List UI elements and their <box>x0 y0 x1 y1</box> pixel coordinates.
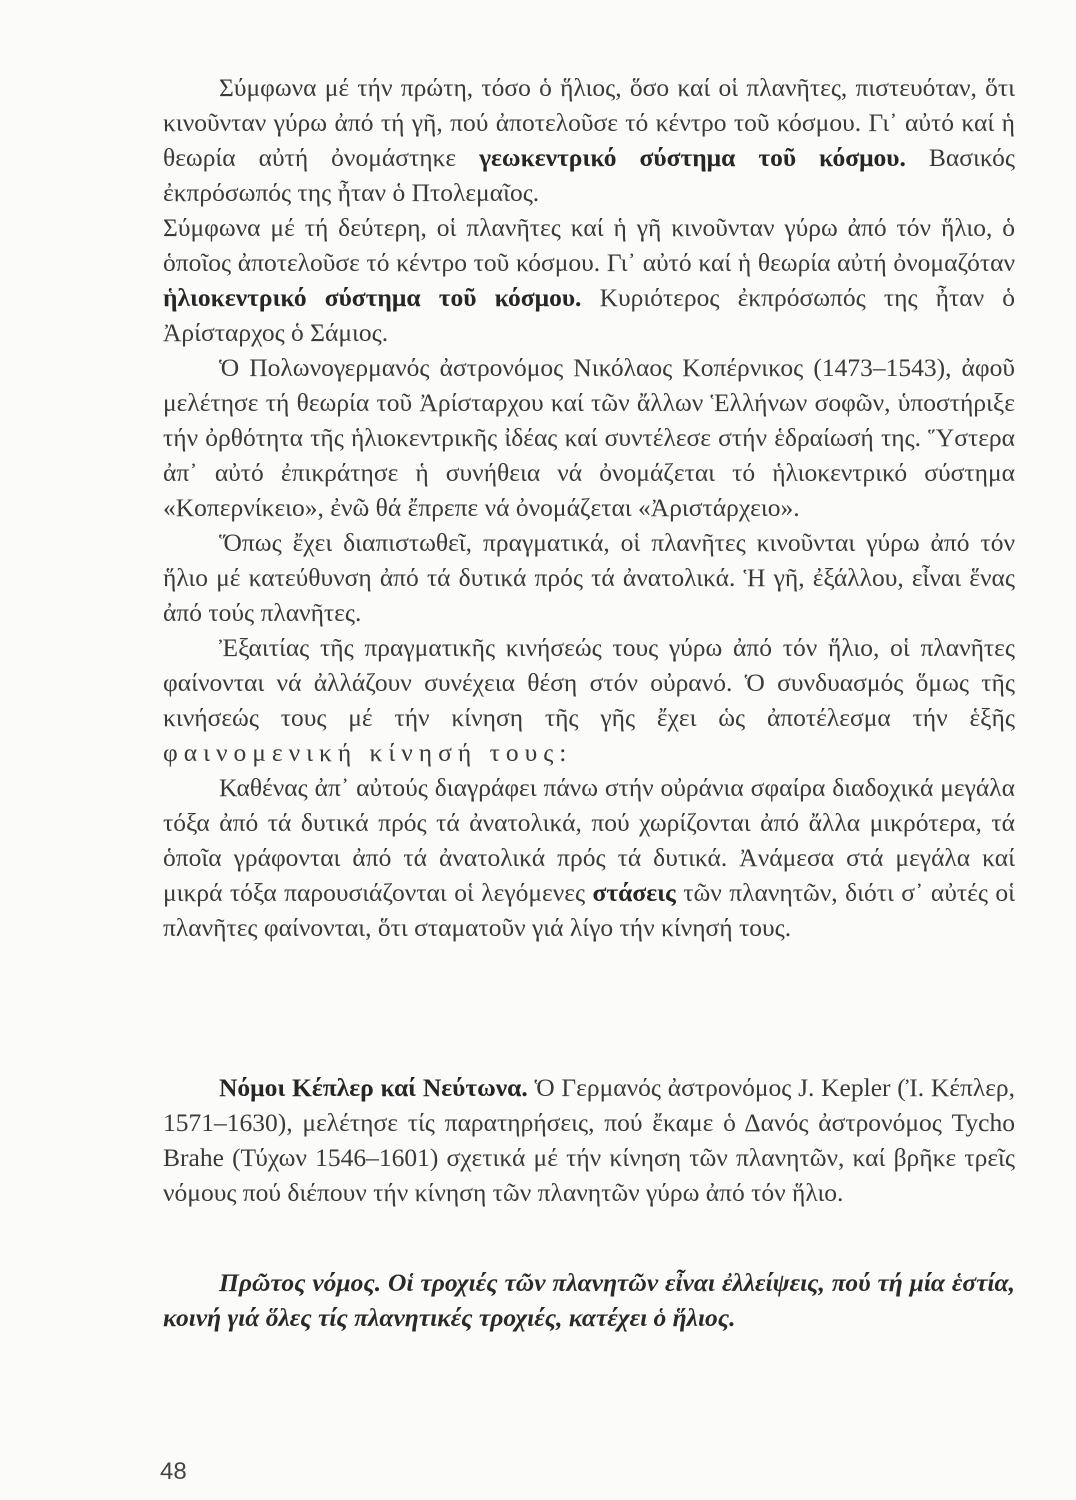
paragraph-kepler-newton <box>163 1070 1015 1210</box>
text-run: τῶν πλανητῶν, διότι σ᾿ αὐτές οἱ πλανῆτες φαίνονται, ὅτι σταματοῦν γιά λίγο τήν κίνησή τους. <box>163 878 1016 942</box>
text-run: Ἐξαιτίας τῆς πραγματικῆς κινήσεώς τους γύρω ἀπό τόν ἥλιο, οἱ πλανῆτες φαίνονται νά ἀλλάζουν συνέχεια θέση στόν οὐρανό. Ὁ συνδυασμός ὅμως τῆς κινήσεώς τους μέ τήν κίνηση τῆς γῆς ἔχει ὡς ἀποτέλεσμα τήν ἑξῆς <box>163 633 1015 732</box>
term-geocentric: γεωκεντρικό σύστημα τοῦ κόσμου. <box>479 143 906 172</box>
text-run: Σύμφωνα μέ τήν πρώτη, τόσο ὁ ἥλιος, ὅσο καί οἱ πλανῆτες, πιστευόταν, ὅτι κινοῦνταν γύρω ἀπό τή γῆ, πού ἀποτελοῦσε τό κέντρο τοῦ κόσμου. Γι᾿ αὐτό καί ἡ θεωρία αὐτή ὀνομάστηκε <box>163 73 1015 172</box>
term-stations: στάσεις <box>592 878 676 907</box>
paragraph-arcs <box>163 770 1015 945</box>
section-heading-kepler-newton: Νόμοι Κέπλερ καί Νεύτωνα. <box>219 1073 528 1102</box>
text-run: Οἱ τροχιές τῶν πλανητῶν εἶναι ἐλλείψεις, πού τή μία ἑστία, κοινή γιά ὅλες τίς πλανητικές τροχιές, κατέχει ὁ ἥλιος. <box>163 1268 1015 1332</box>
text-block-main <box>163 70 1015 945</box>
text-run: Σύμφωνα μέ τή δεύτερη, οἱ πλανῆτες καί ἡ γῆ κινοῦνταν γύρω ἀπό τόν ἥλιο, ὁ ὁποῖος ἀποτελοῦσε τό κέντρο τοῦ κόσμου. Γι᾿ αὐτό καί ἡ θεωρία αὐτή ὀνομαζόταν <box>163 213 1015 277</box>
text-run: Καθένας ἀπ᾿ αὐτούς διαγράφει πάνω στήν οὐράνια σφαίρα διαδοχικά μεγάλα τόξα ἀπό τά δυτικά πρός τά ἀνατολικά, πού χωρίζονται ἀπό ἄλλα μικρότερα, τά ὁποῖα γράφονται ἀπό τά ἀνατολικά πρός τά δυτικά. Ἀνάμεσα στά μεγάλα καί μικρά τόξα παρουσιάζονται οἱ λεγόμενες <box>163 773 1015 907</box>
paragraph-copernicus: Ὁ Πολωνογερμανός ἀστρονόμος Νικόλαος Κοπέρνικος (1473–1543), ἀφοῦ μελέτησε τή θεωρία τοῦ Ἀρίσταρχου καί τῶν ἄλλων Ἑλλήνων σοφῶν, ὑποστήριξε τήν ὀρθότητα τῆς ἡλιοκεντρικῆς ἰδέας καί συντέλεσε στήν ἑδραίωσή της. Ὕστερα ἀπ᾿ αὐτό ἐπικράτησε ἡ συνήθεια νά ὀνομάζεται τό ἡλιοκεντρικό σύστημα «Κοπερνίκειο», ἐνῶ θά ἔπρεπε νά ὀνομάζεται «Ἀριστάρχειο». <box>163 353 1015 522</box>
paragraph-apparent-motion <box>163 630 1015 770</box>
text-run: Ὁ Γερμανός ἀστρονόμος J. Kepler (Ἰ. Κέπλερ, 1571–1630), μελέτησε τίς παρατηρήσεις, πού ἔκαμε ὁ Δανός ἀστρονόμος Tycho Brahe (Τύχων 1546–1601) σχετικά μέ τήν κίνηση τῶν πλανητῶν, καί βρῆκε τρεῖς νόμους πού διέπουν τήν κίνηση τῶν πλανητῶν γύρω ἀπό τόν ἥλιο. <box>163 1073 1016 1207</box>
paragraph-planets-motion: Ὅπως ἔχει διαπιστωθεῖ, πραγματικά, οἱ πλανῆτες κινοῦνται γύρω ἀπό τόν ἥλιο μέ κατεύθυνση ἀπό τά δυτικά πρός τά ἀνατολικά. Ἡ γῆ, ἐξάλλου, εἶναι ἕνας ἀπό τούς πλανῆτες. <box>163 528 1015 627</box>
term-apparent-motion: φαινομενική κίνησή τους: <box>163 738 573 767</box>
text-run: Κυριότερος ἐκπρόσωπός της ἦταν ὁ Ἀρίσταρχος ὁ Σάμιος. <box>163 283 1015 347</box>
paragraph-first-law <box>163 1265 1015 1335</box>
text-block-first-law <box>163 1265 1015 1335</box>
text-block-kepler <box>163 1070 1015 1210</box>
term-heliocentric: ἡλιοκεντρικό σύστημα τοῦ κόσμου. <box>163 283 582 312</box>
paragraph-heliocentric <box>163 210 1015 350</box>
page-number: 48 <box>160 1458 187 1485</box>
paragraph-geocentric <box>163 70 1015 210</box>
first-law-heading: Πρῶτος νόμος. <box>219 1268 382 1297</box>
text-run: Βασικός ἐκπρόσωπός της ἦταν ὁ Πτολεμαῖος. <box>163 143 1016 207</box>
